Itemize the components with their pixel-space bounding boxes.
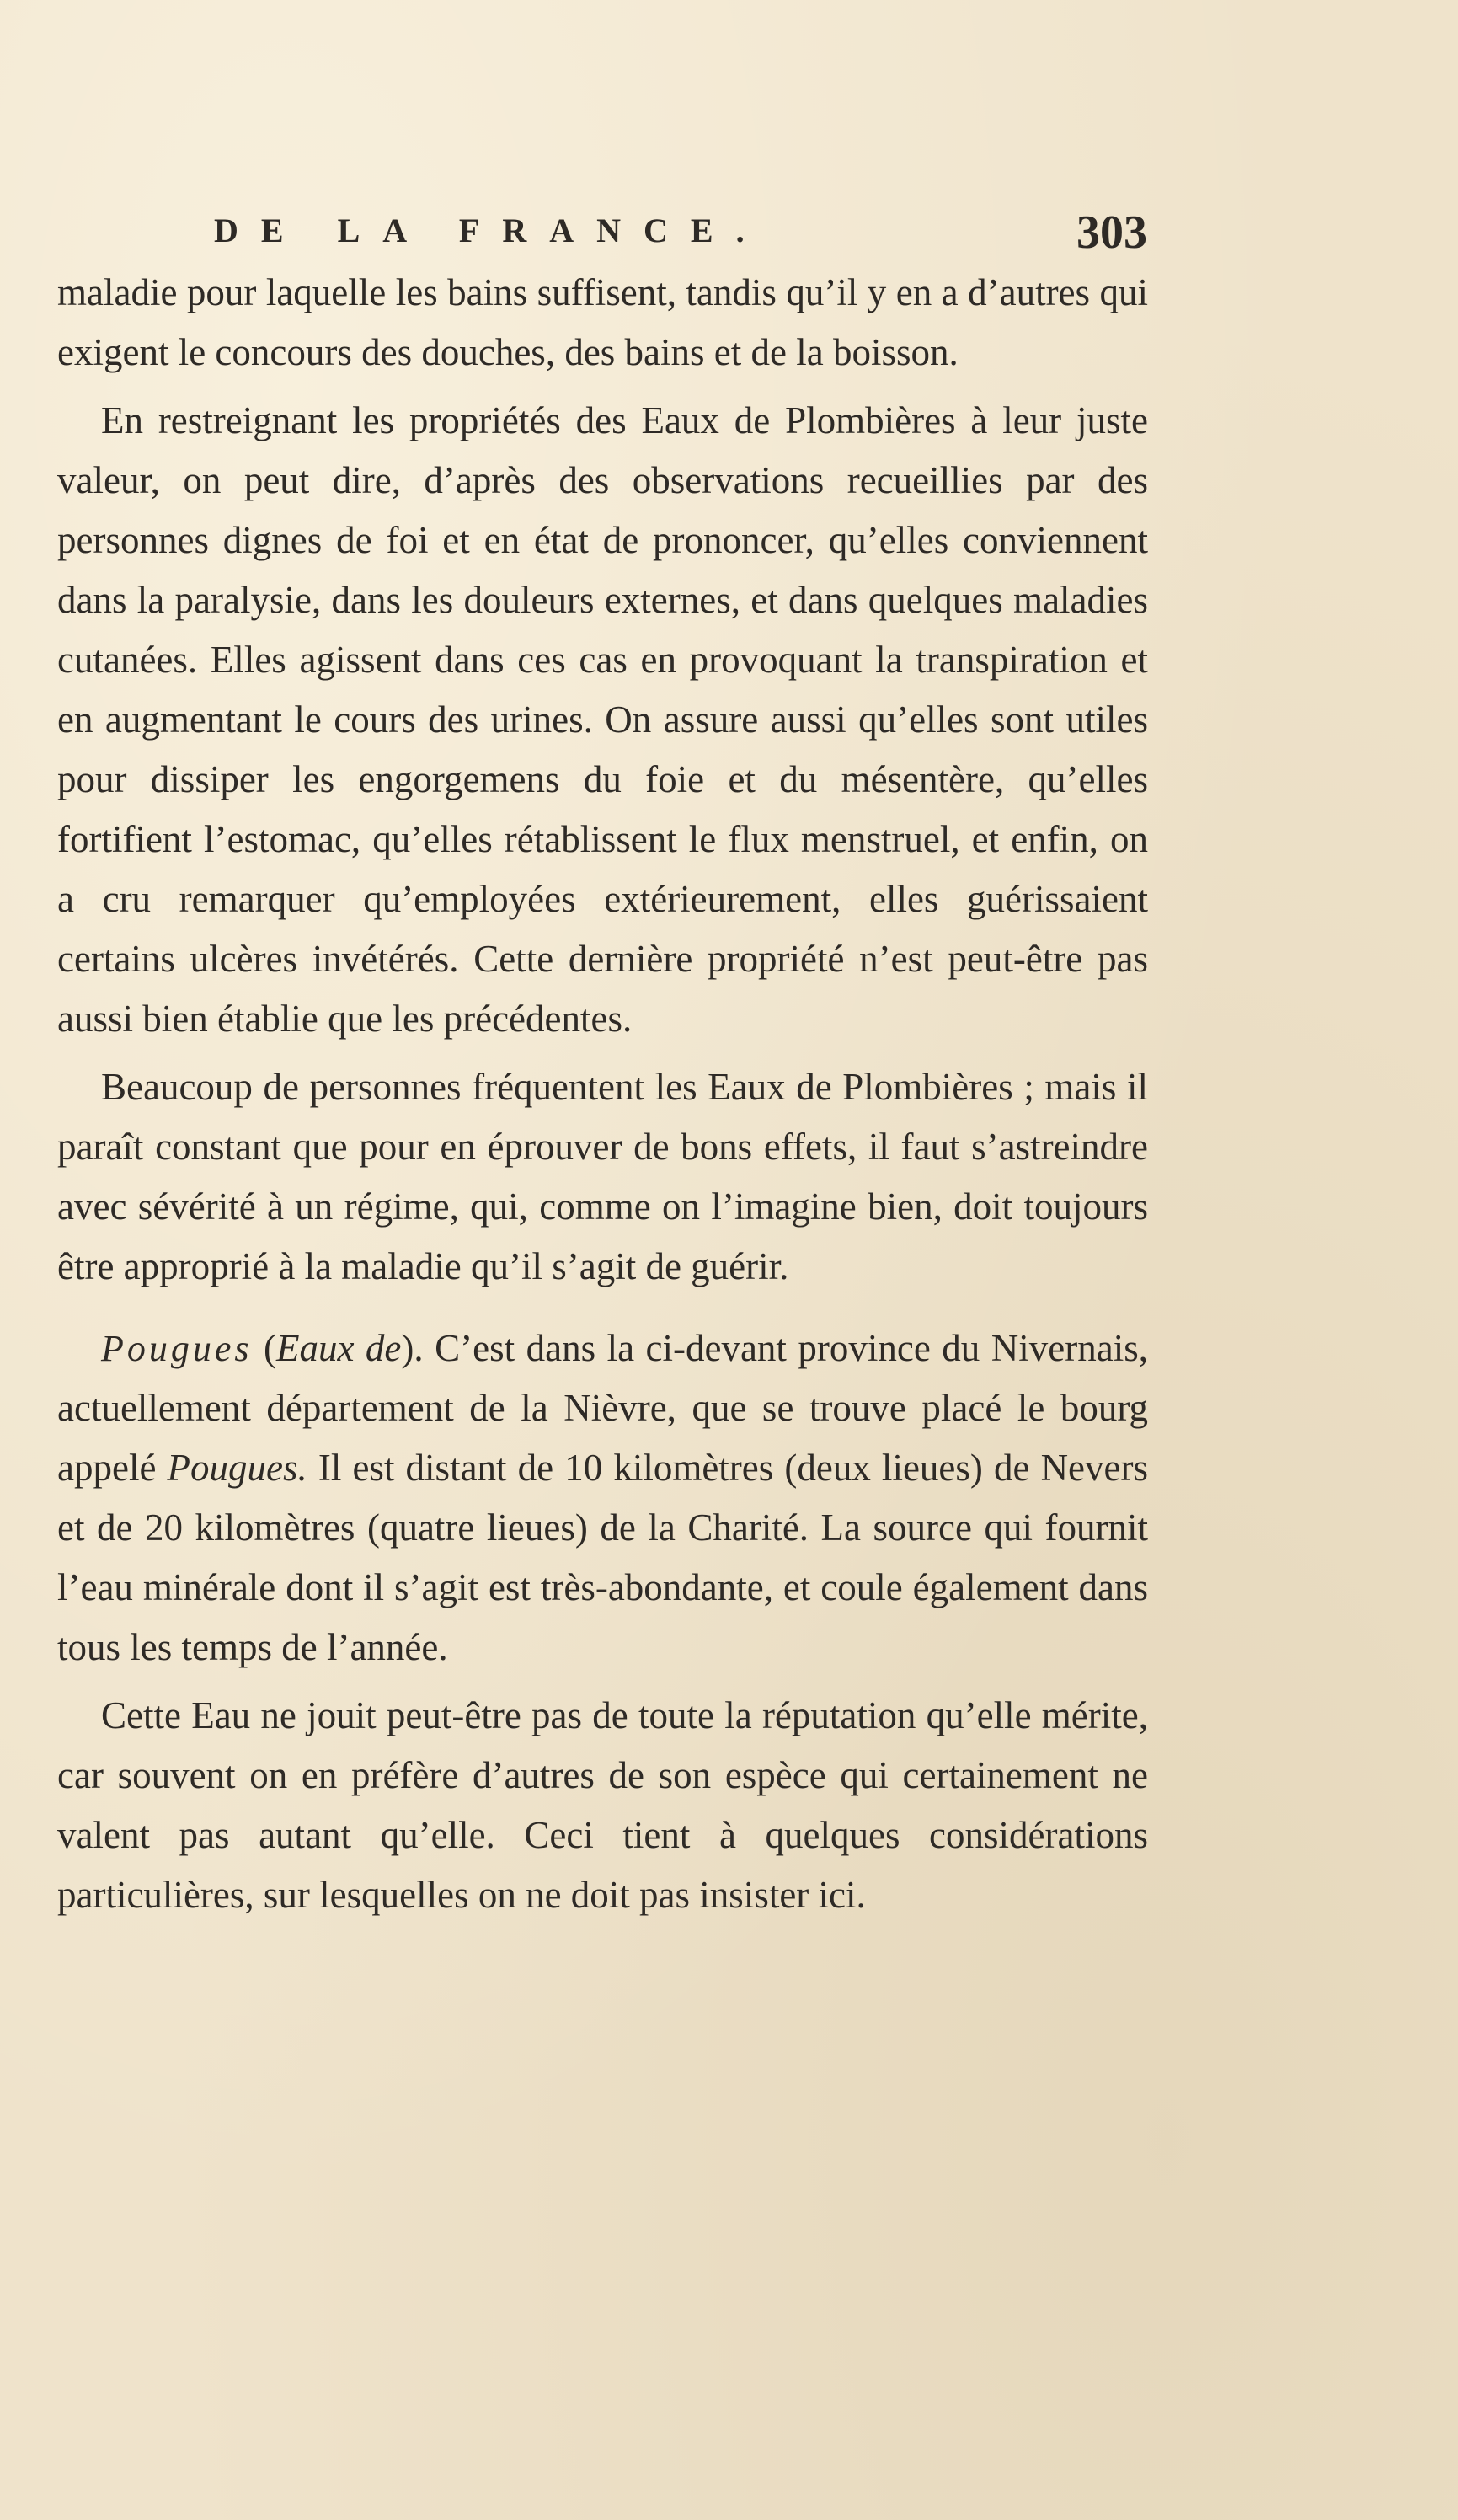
paren-close: ). (401, 1327, 435, 1369)
entry-heading-sub: Eaux de (276, 1327, 402, 1369)
paragraph-pougues-entry (57, 1319, 1148, 1677)
entry-text-a: C’est dans la ci-devant province du Nivernais, actuellement département de la Nièvre, que se trouve placé le bourg appelé (57, 1327, 1148, 1489)
paren-open: ( (252, 1327, 276, 1369)
entry-text-b: Il est distant de 10 kilomètres (deux lieues) de Nevers et de 20 kilomètres (quatre lieues) de la Charité. La source qui fournit l’eau minérale dont il s’agit est très-abondante, et coule également dans tous les temps de l’année. (57, 1447, 1149, 1668)
place-name: Pougues. (167, 1447, 307, 1489)
page-number: 303 (1076, 206, 1147, 259)
paragraph-continuation: maladie pour laquelle les bains suffisent, tandis qu’il y en a d’autres qui exigent le concours des douches, des bains et de la boisson. (57, 271, 1148, 373)
entry-heading: Pougues (101, 1328, 253, 1369)
paragraph-plombieres-properties: En restreignant les propriétés des Eaux de Plombières à leur juste valeur, on peut dire, d’après des observations recueillies par des personnes dignes de foi et en état de prononcer, qu’elles conviennent dans la paralysie, dans les douleurs externes, et dans quelques maladies cutanées. Elles agissent dans ces cas en provoquant la transpiration et en augmentant le cours des urines. On assure aussi qu’elles sont utiles pour dissiper les engorgemens du foie et du mésentère, qu’elles fortifient l’estomac, qu’elles rétablissent le flux menstruel, et enfin, on a cru remarquer qu’employées extérieurement, elles guérissaient certains ulcères invétérés. Cette dernière propriété n’est peut-être pas aussi bien établie que les précédentes. (57, 399, 1148, 1040)
paragraph-plombieres-regime: Beaucoup de personnes fréquentent les Eaux de Plombières ; mais il paraît constant que pour en éprouver de bons effets, il faut s’astreindre avec sévérité à un régime, qui, comme on l’imagine bien, doit toujours être approprié à la maladie qu’il s’agit de guérir. (57, 1066, 1148, 1287)
body-text (57, 263, 1148, 1934)
paragraph-pougues-reputation: Cette Eau ne jouit peut-être pas de toute la réputation qu’elle mérite, car souvent on en préfère d’autres de son espèce qui certainement ne valent pas autant qu’elle. Ceci tient à quelques considérations particulières, sur lesquelles on ne doit pas insister ici. (57, 1694, 1148, 1916)
running-title: DE LA FRANCE. (214, 211, 767, 249)
running-head (214, 206, 1147, 265)
